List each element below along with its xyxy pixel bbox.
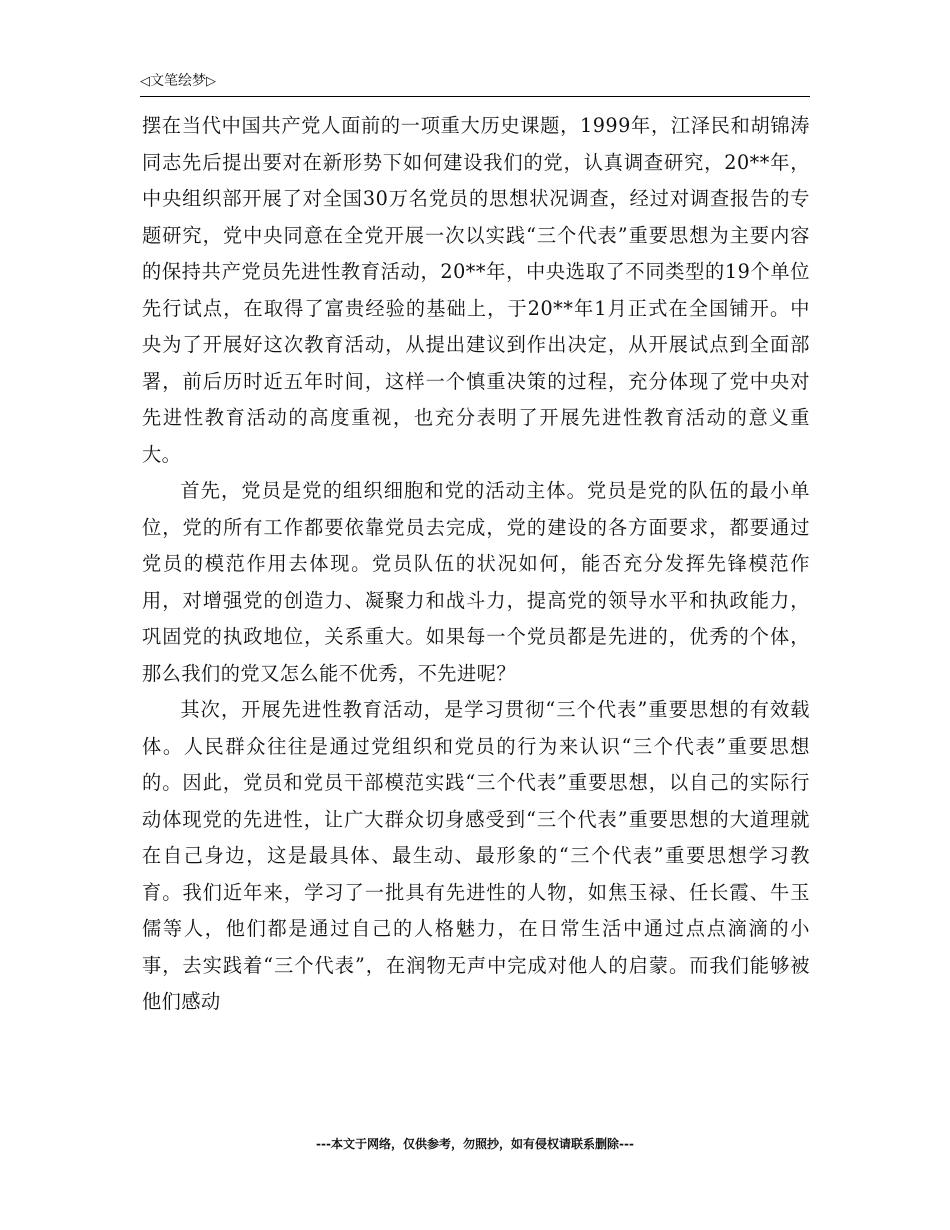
header-label: [140, 72, 216, 91]
footer-disclaimer: ---本文于网络，仅供参考，勿照抄，如有侵权请联系删除---: [316, 1137, 634, 1151]
paragraph-continuation: 摆在当代中国共产党人面前的一项重大历史课题，1999年，江泽民和胡锦涛同志先后提出要对在新形势下如何建设我们的党，认真调查研究，20**年，中央组织部开展了对全国30万名党员的思想状况调查，经过对调查报告的专题研究，党中央同意在全党开展一次以实践“三个代表”重要思想为主要内容的保持共产党员先进性教育活动，20**年，中央选取了不同类型的19个单位先行试点，在取得了富贵经验的基础上，于20**年1月正式在全国铺开。中央为了开展好这次教育活动，从提出建议到作出决定，从开展试点到全面部署，前后历时近五年时间，这样一个慎重决策的过程，充分体现了党中央对先进性教育活动的高度重视，也充分表明了开展先进性教育活动的意义重大。: [142, 114, 810, 466]
paragraph-first-point: 首先，党员是党的组织细胞和党的活动主体。党员是党的队伍的最小单位，党的所有工作都要依靠党员去完成，党的建设的各方面要求，都要通过党员的模范作用去体现。党员队伍的状况如何，能否充分发挥先锋模范作用，对增强党的创造力、凝聚力和战斗力，提高党的领导水平和执政能力，巩固党的执政地位，关系重大。如果每一个党员都是先进的，优秀的个体，那么我们的党又怎么能不优秀，不先进呢？: [142, 479, 810, 685]
left-triangle-icon: ◁: [140, 74, 150, 89]
right-triangle-icon: ▷: [206, 74, 216, 89]
paragraph-second-point: 其次，开展先进性教育活动，是学习贯彻“三个代表”重要思想的有效载体。人民群众往往是通过党组织和党员的行为来认识“三个代表”重要思想的。因此，党员和党员干部模范实践“三个代表”重要思想，以自己的实际行动体现党的先进性，让广大群众切身感受到“三个代表”重要思想的大道理就在自己身边，这是最具体、最生动、最形象的“三个代表”重要思想学习教育。我们近年来，学习了一批具有先进性的人物，如焦玉禄、任长霞、牛玉儒等人，他们都是通过自己的人格魅力，在日常生活中通过点点滴滴的小事，去实践着“三个代表”，在润物无声中完成对他人的启蒙。而我们能够被他们感动: [142, 698, 810, 1013]
page-header: [140, 68, 810, 97]
header-title: 文笔绘梦: [150, 73, 206, 89]
document-body: [142, 108, 810, 1021]
